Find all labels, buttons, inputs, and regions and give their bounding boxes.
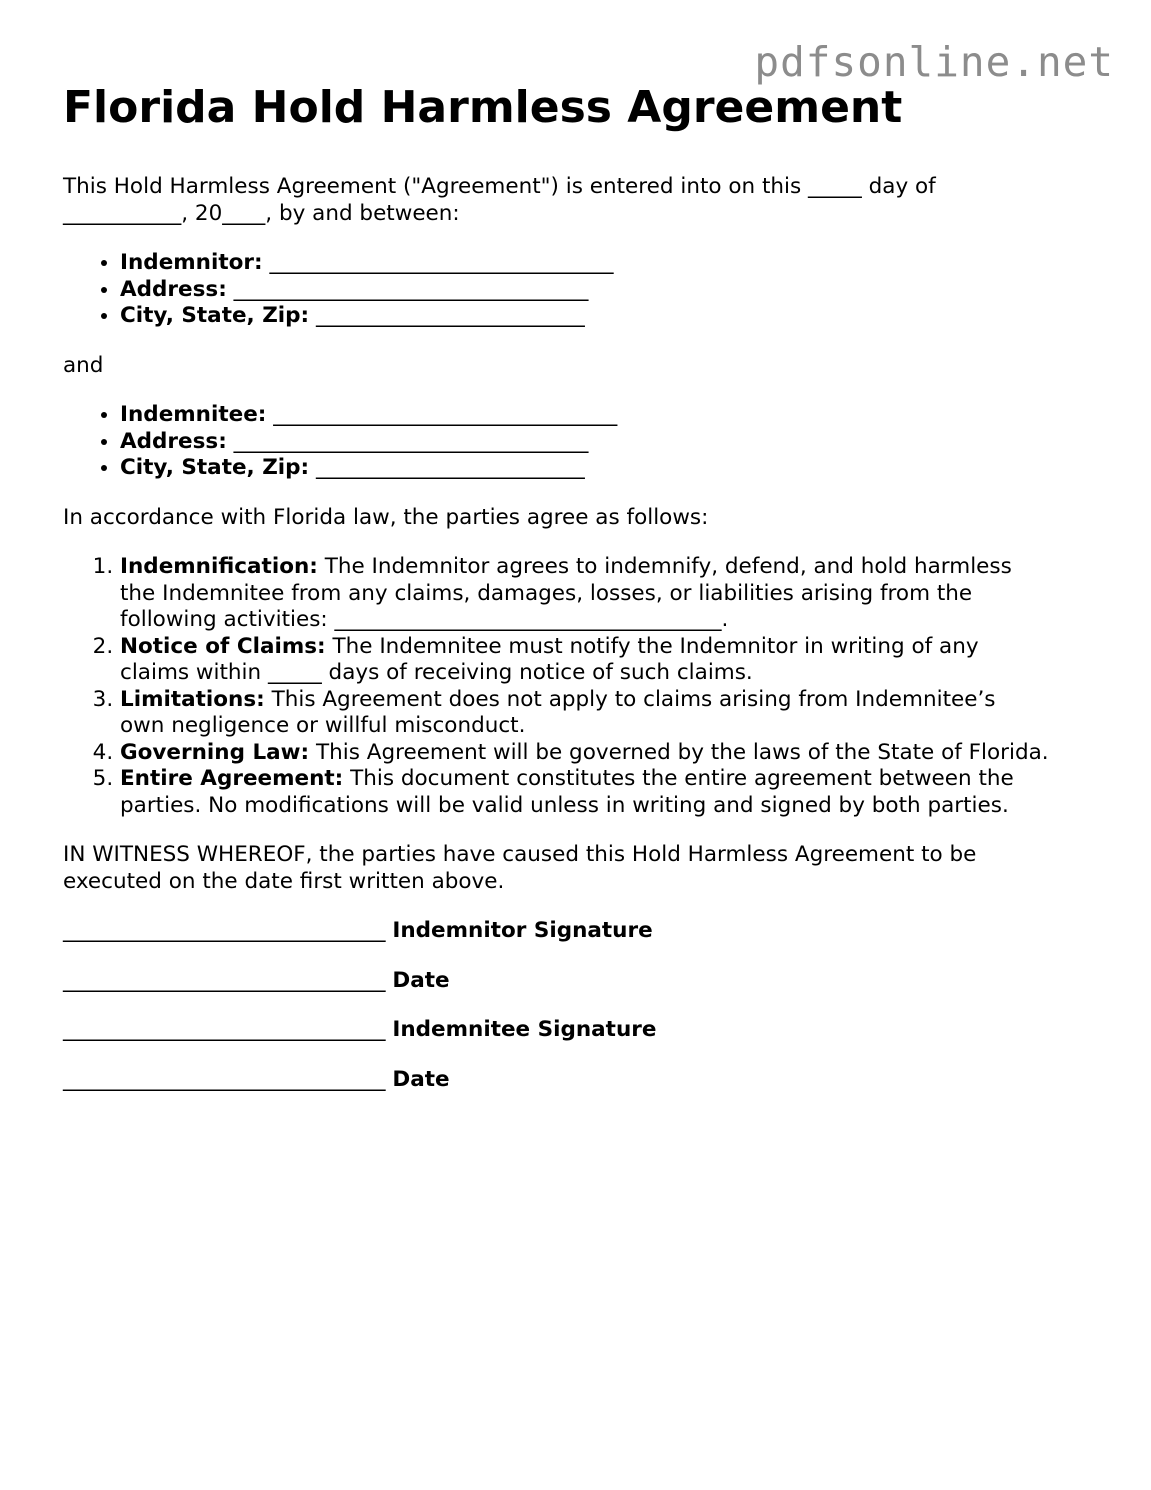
signature-blank: ______________________________ (63, 918, 386, 943)
indemnitee-signature-line (63, 1017, 1113, 1044)
accordance-paragraph: In accordance with Florida law, the parties agree as follows: (63, 504, 709, 530)
indemnitor-list (63, 250, 1113, 330)
fill-blank: _________________________ (316, 303, 585, 328)
field-label: Indemnitor: (120, 250, 263, 275)
watermark: pdfsonline.net (754, 38, 1114, 86)
term-label: Indemnification: (120, 554, 318, 579)
term-text: This Agreement does not apply to claims arising from Indemnitee’s (264, 686, 996, 712)
term-notice-of-claims (120, 634, 1113, 687)
document-page (63, 0, 1113, 1093)
fill-blank: _________________________ (316, 455, 585, 480)
field-label: Indemnitee: (120, 402, 267, 427)
field-label: Address: (120, 276, 227, 302)
term-limitations (120, 687, 1113, 740)
signature-blank: ______________________________ (63, 1017, 386, 1042)
terms-list (63, 554, 1113, 819)
fill-blank: _________________________________ (233, 276, 589, 302)
term-text: parties. No modifications will be valid unless in writing and signed by both parties. (120, 792, 1009, 818)
witness-line-2: executed on the date first written above. (63, 868, 505, 894)
list-item (120, 455, 1113, 482)
indemnitee-list (63, 402, 1113, 482)
list-item (120, 429, 1113, 456)
term-text: own negligence or willful misconduct. (120, 713, 526, 738)
signature-label: Date (392, 1066, 450, 1092)
term-governing-law (120, 740, 1113, 767)
term-text: claims within _____ days of receiving notice of such claims. (120, 660, 753, 685)
list-item (120, 277, 1113, 304)
intro-line-1: This Hold Harmless Agreement ("Agreement") is entered into on this _____ day of (63, 174, 936, 199)
term-indemnification (120, 554, 1113, 634)
term-label: Governing Law: (120, 739, 310, 765)
signature-blank: ______________________________ (63, 1066, 386, 1092)
indemnitor-signature-line (63, 918, 1113, 945)
term-label: Limitations: (120, 686, 265, 712)
signature-label: Date (392, 967, 450, 993)
intro-line-2: ___________, 20____, by and between: (63, 200, 460, 226)
list-item (120, 250, 1113, 277)
document-title: Florida Hold Harmless Agreement (63, 82, 903, 133)
term-label: Notice of Claims: (120, 633, 326, 659)
signature-label: Indemnitee Signature (392, 1017, 657, 1042)
field-label: City, State, Zip: (120, 303, 310, 328)
term-entire-agreement (120, 766, 1113, 819)
witness-paragraph (63, 842, 1113, 895)
field-label: City, State, Zip: (120, 455, 310, 480)
term-text: The Indemnitor agrees to indemnify, defend, and hold harmless (317, 554, 1012, 579)
indemnitor-date-line (63, 968, 1113, 995)
list-item (120, 402, 1113, 429)
term-text: The Indemnitee must notify the Indemnitor in writing of any (325, 633, 979, 659)
signature-blank: ______________________________ (63, 967, 386, 993)
fill-blank: ________________________________ (273, 402, 618, 427)
fill-blank: _________________________________ (233, 428, 589, 454)
term-text: This document constitutes the entire agreement between the (343, 766, 1014, 791)
fill-blank: ________________________________ (269, 250, 614, 275)
intro-paragraph (63, 174, 1113, 227)
field-label: Address: (120, 428, 227, 454)
witness-line-1: IN WITNESS WHEREOF, the parties have caused this Hold Harmless Agreement to be (63, 842, 977, 867)
term-text: This Agreement will be governed by the laws of the State of Florida. (309, 739, 1049, 765)
signature-label: Indemnitor Signature (392, 918, 653, 943)
indemnitee-date-line (63, 1067, 1113, 1094)
term-text: following activities: ____________________________________. (120, 607, 729, 632)
term-text: the Indemnitee from any claims, damages, losses, or liabilities arising from the (120, 580, 973, 606)
list-item (120, 303, 1113, 330)
term-label: Entire Agreement: (120, 766, 344, 791)
and-text: and (63, 352, 104, 378)
